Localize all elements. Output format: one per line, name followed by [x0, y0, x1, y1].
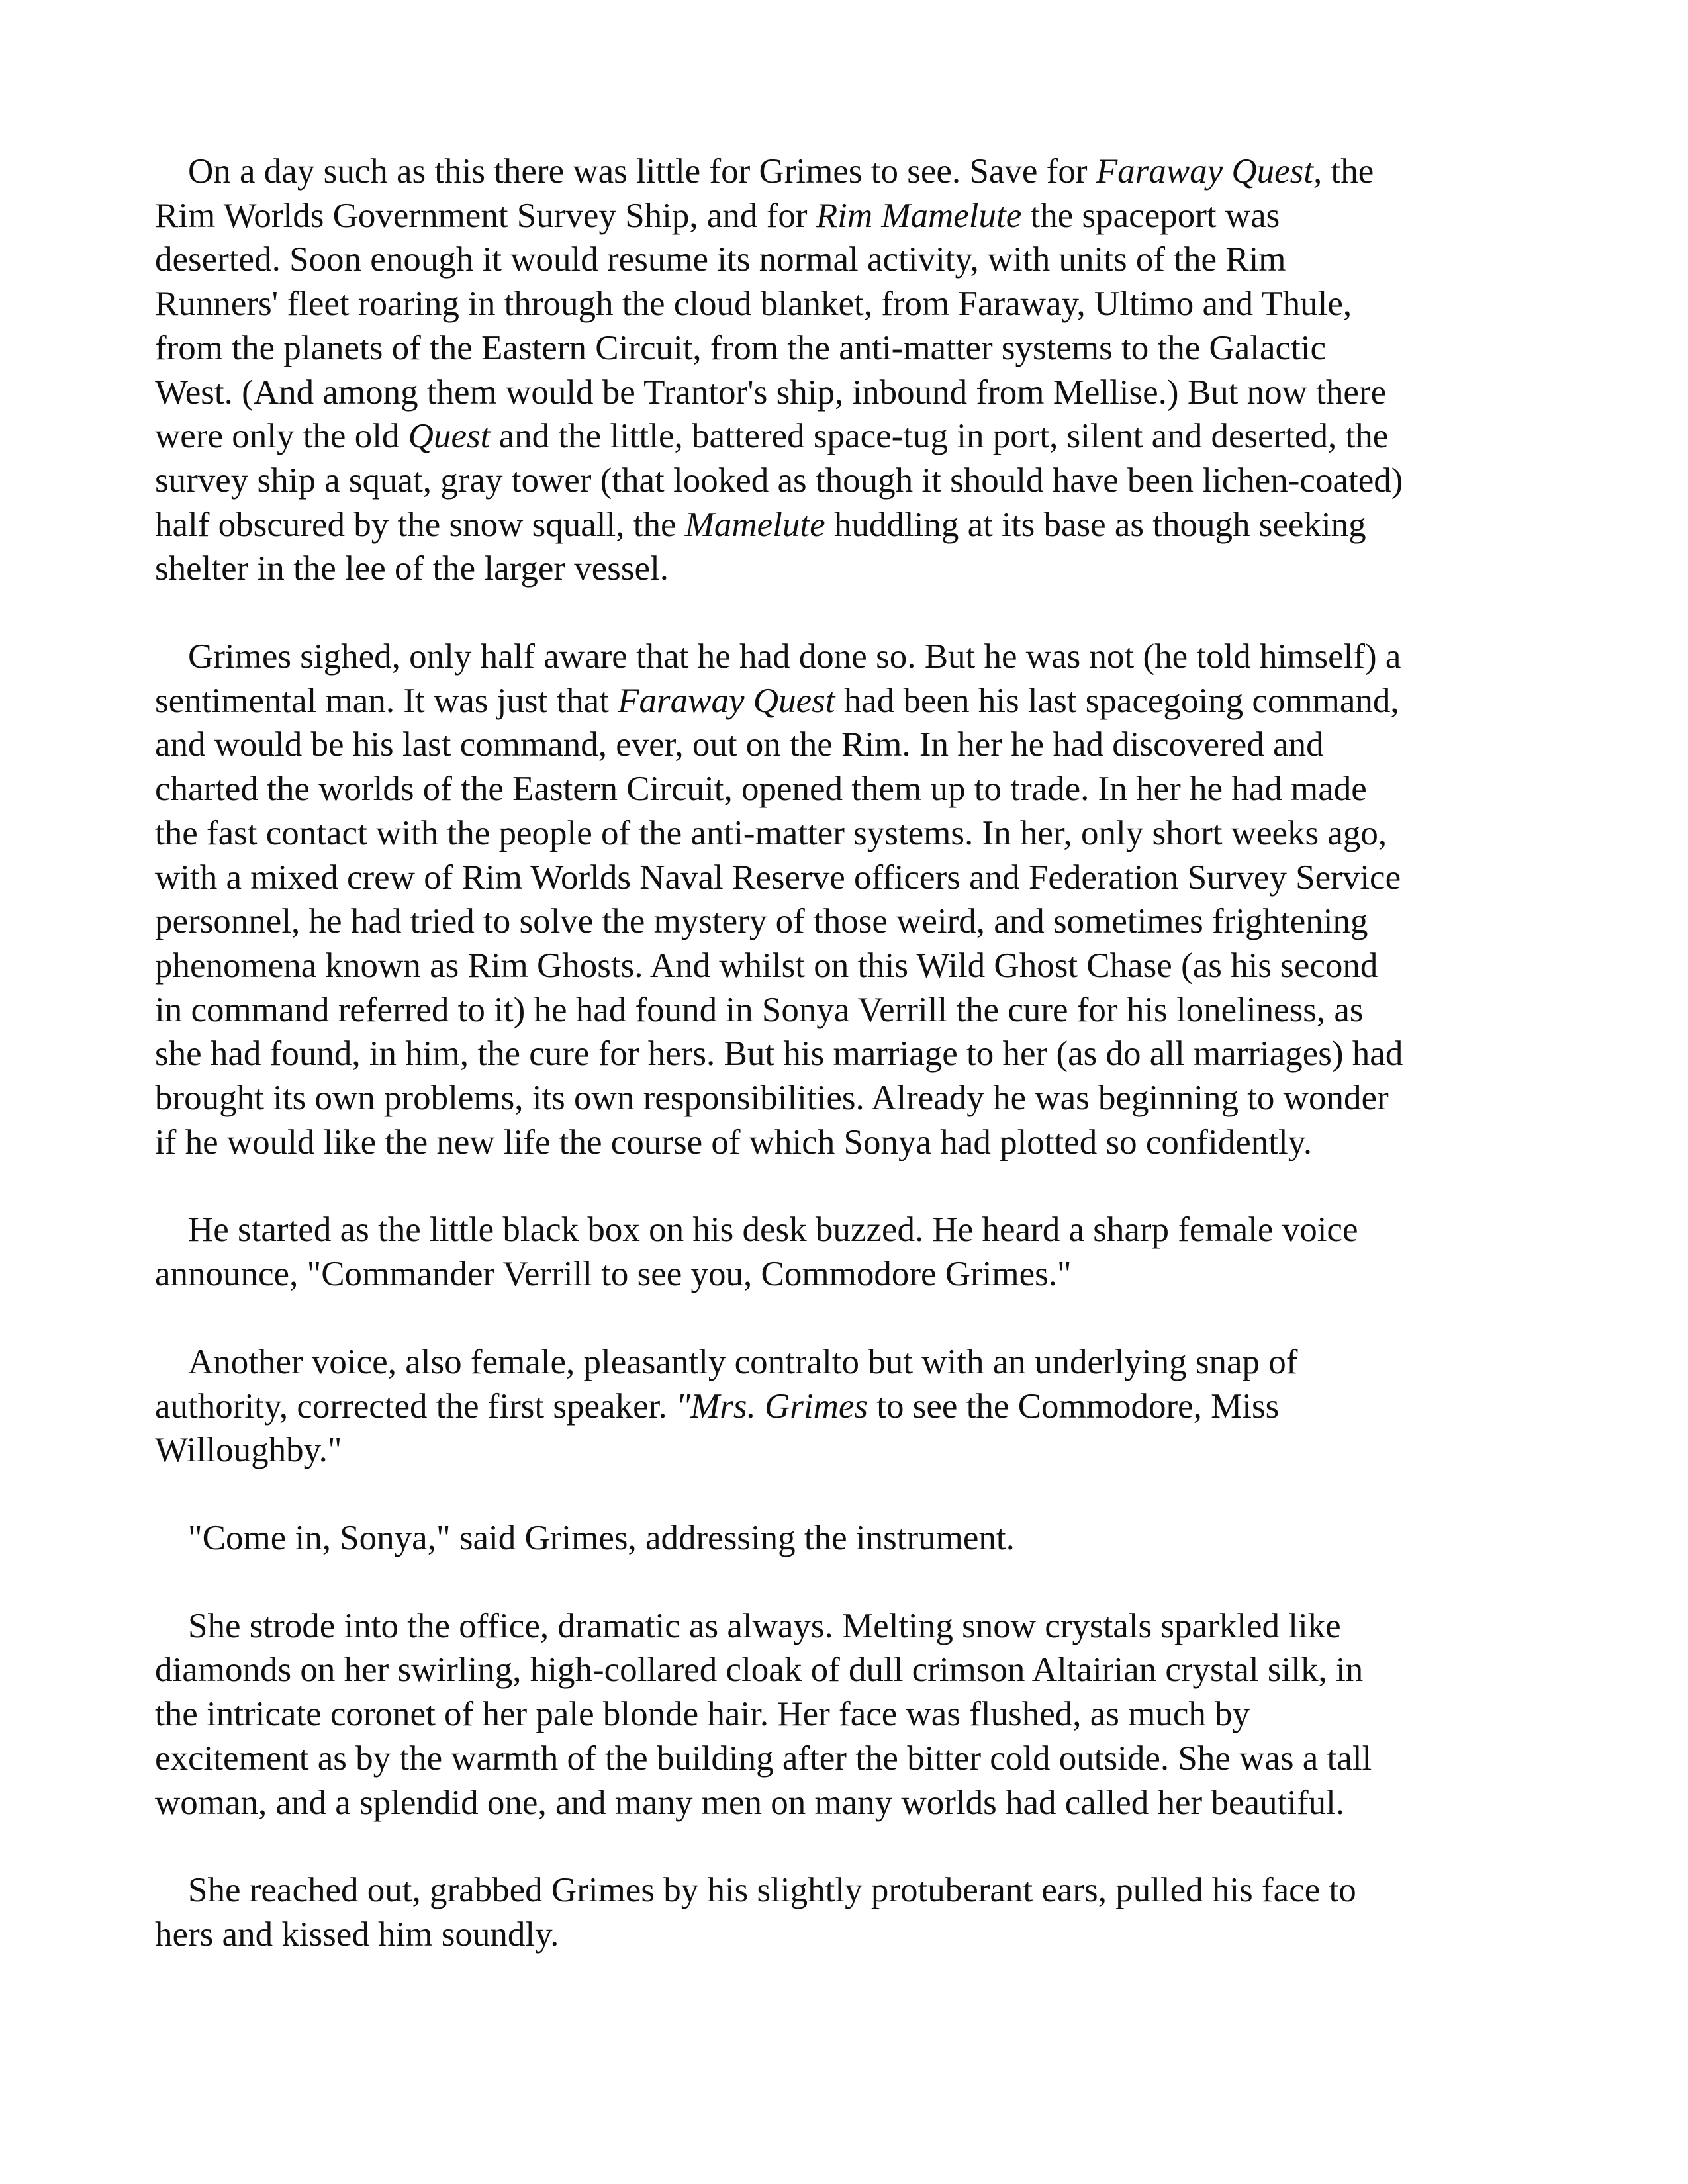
text-run: the intricate coronet of her pale blonde hair. Her face was flushed, as much by — [155, 1695, 1250, 1734]
text-line — [155, 238, 1538, 282]
text-run: phenomena known as Rim Ghosts. And whilst on this Wild Ghost Chase (as his second — [155, 946, 1378, 985]
text-run: On a day such as this there was little for Grimes to see. Save for — [188, 152, 1096, 191]
text-line — [155, 1428, 1538, 1473]
text-line — [155, 856, 1538, 900]
text-run: Another voice, also female, pleasantly contralto but with an underlying snap of — [188, 1342, 1298, 1381]
text-line — [155, 1737, 1538, 1781]
paragraph — [155, 1868, 1538, 1956]
text-line — [155, 503, 1538, 547]
text-line — [155, 1648, 1538, 1692]
text-line — [155, 767, 1538, 811]
text-run: the fast contact with the people of the anti-matter systems. In her, only short weeks ago, — [155, 813, 1387, 852]
italic-text-run: Mamelute — [684, 505, 825, 544]
text-run: survey ship a squat, gray tower (that looked as though it should have been lichen-coated) — [155, 461, 1403, 500]
text-line — [155, 1120, 1538, 1165]
italic-text-run: Quest — [408, 417, 491, 456]
text-line — [155, 547, 1538, 591]
text-line — [155, 1692, 1538, 1737]
text-run: to see the Commodore, Miss — [868, 1387, 1280, 1426]
italic-text-run: "Mrs. Grimes — [675, 1387, 868, 1426]
text-line — [155, 1913, 1538, 1957]
text-line — [155, 635, 1538, 679]
text-run: brought its own problems, its own responsibilities. Already he was beginning to wonder — [155, 1079, 1389, 1118]
text-line — [155, 326, 1538, 371]
text-run: Grimes sighed, only half aware that he had done so. But he was not (he told himself) a — [188, 637, 1401, 676]
text-line — [155, 944, 1538, 988]
text-run: shelter in the lee of the larger vessel. — [155, 549, 669, 588]
text-line — [155, 1868, 1538, 1913]
text-run: She reached out, grabbed Grimes by his slightly protuberant ears, pulled his face to — [188, 1871, 1356, 1910]
text-run: deserted. Soon enough it would resume its normal activity, with units of the Rim — [155, 240, 1286, 279]
paragraph — [155, 1516, 1538, 1561]
text-run: she had found, in him, the cure for hers. But his marriage to her (as do all marriages) had — [155, 1034, 1403, 1073]
italic-text-run: Faraway Quest — [618, 681, 835, 720]
text-line — [155, 282, 1538, 326]
text-run: announce, "Commander Verrill to see you, Commodore Grimes." — [155, 1255, 1072, 1294]
text-line — [155, 988, 1538, 1032]
text-run: with a mixed crew of Rim Worlds Naval Reserve officers and Federation Survey Service — [155, 858, 1401, 897]
text-run: West. (And among them would be Trantor's ship, inbound from Mellise.) But now there — [155, 373, 1387, 412]
paragraph — [155, 1604, 1538, 1825]
paragraph — [155, 1208, 1538, 1296]
text-run: the — [1322, 152, 1374, 191]
text-line — [155, 371, 1538, 415]
text-run: He started as the little black box on his desk buzzed. He heard a sharp female voice — [188, 1210, 1358, 1250]
text-run: She strode into the office, dramatic as always. Melting snow crystals sparkled like — [188, 1606, 1341, 1645]
text-line — [155, 1252, 1538, 1297]
text-run: sentimental man. It was just that — [155, 681, 618, 720]
text-line — [155, 723, 1538, 767]
text-line — [155, 414, 1538, 459]
text-run: and would be his last command, ever, out on the Rim. In her he had discovered and — [155, 725, 1324, 764]
text-run: if he would like the new life the course of which Sonya had plotted so confidently. — [155, 1122, 1313, 1161]
italic-text-run: Faraway Quest, — [1096, 152, 1323, 191]
text-line — [155, 1032, 1538, 1076]
text-run: authority, corrected the first speaker. — [155, 1387, 676, 1426]
text-run: Willoughby." — [155, 1431, 342, 1470]
text-run: from the planets of the Eastern Circuit, from the anti-matter systems to the Galactic — [155, 328, 1327, 367]
text-line — [155, 1516, 1538, 1561]
paragraph — [155, 1340, 1538, 1473]
paragraph — [155, 635, 1538, 1164]
text-run: Rim Worlds Government Survey Ship, and for — [155, 196, 816, 235]
text-run: charted the worlds of the Eastern Circuit, opened them up to trade. In her he had made — [155, 770, 1367, 809]
text-run: "Come in, Sonya," said Grimes, addressing the instrument. — [188, 1518, 1015, 1557]
text-run: the spaceport was — [1021, 196, 1280, 235]
text-run: personnel, he had tried to solve the mystery of those weird, and sometimes frightening — [155, 902, 1368, 941]
text-run: excitement as by the warmth of the building after the bitter cold outside. She was a tall — [155, 1739, 1372, 1778]
text-run: Runners' fleet roaring in through the cloud blanket, from Faraway, Ultimo and Thule, — [155, 285, 1352, 324]
text-run: in command referred to it) he had found in Sonya Verrill the cure for his loneliness, as — [155, 990, 1364, 1029]
document-page — [155, 150, 1538, 2001]
text-run: woman, and a splendid one, and many men on many worlds had called her beautiful. — [155, 1783, 1345, 1822]
text-run: had been his last spacegoing command, — [835, 681, 1399, 720]
text-line — [155, 1340, 1538, 1385]
text-run: were only the old — [155, 417, 408, 456]
paragraph — [155, 150, 1538, 591]
text-line — [155, 899, 1538, 944]
text-run: hers and kissed him soundly. — [155, 1915, 559, 1954]
text-run: huddling at its base as though seeking — [825, 505, 1366, 544]
text-line — [155, 459, 1538, 503]
text-line — [155, 1604, 1538, 1649]
text-run: diamonds on her swirling, high-collared cloak of dull crimson Altairian crystal silk, in — [155, 1651, 1364, 1690]
text-line — [155, 1076, 1538, 1120]
text-line — [155, 811, 1538, 856]
text-run: half obscured by the snow squall, the — [155, 505, 685, 544]
text-line — [155, 679, 1538, 723]
text-line — [155, 1385, 1538, 1429]
text-line — [155, 1208, 1538, 1252]
text-run: and the little, battered space-tug in port, silent and deserted, the — [490, 417, 1389, 456]
text-line — [155, 1781, 1538, 1825]
text-line — [155, 150, 1538, 194]
text-line — [155, 194, 1538, 238]
italic-text-run: Rim Mamelute — [816, 196, 1022, 235]
